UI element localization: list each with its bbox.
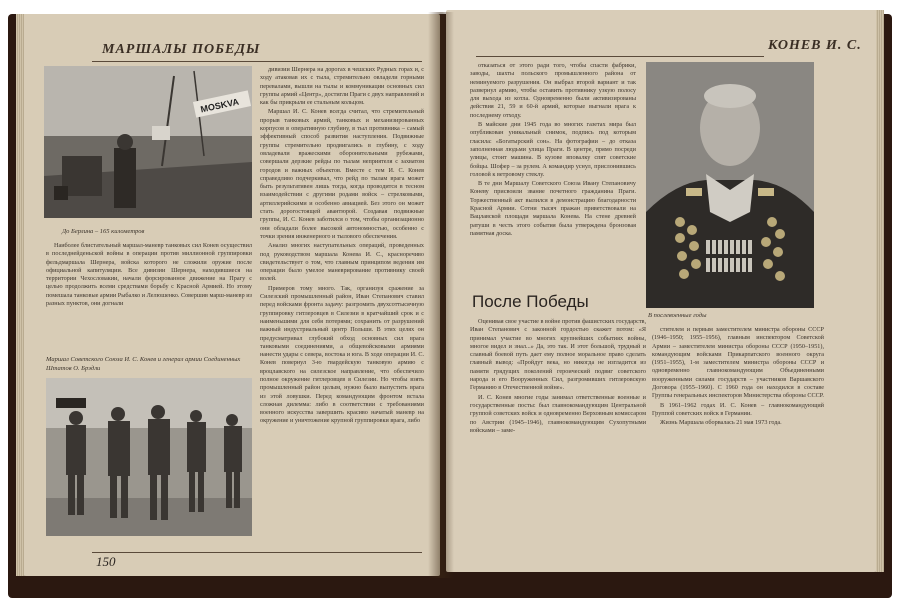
- road-sign-text: MOSKVA: [199, 96, 240, 115]
- photo-road-sign: [44, 66, 252, 218]
- right-page: [446, 10, 884, 572]
- left-page-edge: [16, 14, 24, 576]
- right-col2-para-1: стителем и первым заместителем министра обороны СССР (1946–1950; 1955–1956), главным инспектором Советской Армии – заместителем министра обороны СССР (1950–1951), командующим войсками Прикарпатского военного округа (1951–1955), 1-м заместителем министра обороны СССР и одновременно главнокомандующим Объединенными вооруженными силами государств – участников Варшавского Договора (1955–1960). С 1960 года он находился в составе Группы генеральных инспекторов Министерства обороны СССР.: [652, 326, 824, 400]
- left-col1: [46, 242, 252, 352]
- photo-generals-image: [46, 378, 252, 536]
- portrait-photo: [646, 62, 814, 308]
- left-col2-para-1: дивизии Шернера на дорогах в чешских Рудных горах и, с ходу атаковав их с тыла, стремительно овладели горными перевалами, вышли на тылы и коммуникации основных сил группы армий «Центр», достигли Праги с двух направлений и как бы прикрыли ее стальным кольцом.: [260, 66, 424, 107]
- right-col2-para-3: Жизнь Маршала оборвалась 21 мая 1973 года.: [660, 419, 782, 427]
- right-col2-bottom: [652, 326, 824, 496]
- right-col1-para-2: В майские дни 1945 года во многих газетах мира был опубликован уникальный снимок, подпись под которым гласила: «Богатырский сон». На фотографии – до отказа заполненная людьми улица Праги. В центре, прямо посреди улицы, стоит машина. В кузове вповалку спят советские бойцы. Шофер – за рулем. А командир уснул, прислонившись головой к ветровому стеклу.: [470, 121, 636, 178]
- right-col1-top: [470, 62, 636, 288]
- left-page: [16, 14, 440, 576]
- right-running-head: КОНЕВ И. С.: [768, 38, 862, 53]
- right-col1-bottom: [470, 318, 646, 494]
- photo-road-sign-caption: До Берлина – 165 километров: [62, 228, 145, 235]
- right-col1-para-3: В те дни Маршалу Советского Союза Ивану Степановичу Коневу присвоили звание почетного гражданина Праги. Торжественный акт вылился в демонстрацию благодарности Красной Армии. Сотни тысяч пражан приветствовали на Вацлавской площади маршала Конева. На стене древней ратуши в честь этого события была утверждена бронзовая памятная доска.: [470, 180, 636, 237]
- photo-generals: [46, 378, 252, 536]
- right-col1-bottom-para-1: Оценивая свое участие в войне против фашистских государств, Иван Степанович с законной гордостью скажет потом: «Я принимал участие во многих крупнейших событиях войны, многое видел и знал...» Да, это так. И этот большой, трудный и славный боевой путь дает ему полное моральное право сделать главный вывод: «Пройдут века, но никогда не изгладится из памяти грядущих поколений героический подвиг советского народа и его Вооруженных Сил, разгромивших гитлеровскую Германию в Отечественной войне».: [470, 318, 646, 392]
- right-col1-para-1: отказаться от этого ради того, чтобы спасти фабрики, заводы, шахты польского промышленного района от неминуемого разрушения. Он выбрал второй вариант и так развернул армию, чтобы оставить противнику узкую полосу для выхода из котла. Одновременно были активизированы действия 21, 59 и 60-й армий, которые выгнали врага к последнему отходу.: [470, 62, 636, 119]
- right-page-edge: [876, 10, 884, 572]
- left-col1-para: Наиболее блистательный маршал-маневр танковых сил Конев осуществил в последнейденьской войны в операции против миллионной группировки фельдмаршала Шернера, войска которого не сложили оружие после официальной капитуляции. Все дивизии Шернера, находившиеся на территории Чехословакии, начали форсированное движение на Прагу с целью продолжить всеми средствами борьбу с Красной Армией. Но этому помешала танковые армии Рыбалко и Лелюшенко. Совершив марш-маневр из разных пунктов, они догнали: [46, 242, 252, 308]
- left-col2-para-2: Маршал И. С. Конев всегда считал, что стремительный прорыв танковых армий, танковых и механизированных корпусов в оперативную глубину, в тыл противника – самый эффективный способ развития наступления. Подвижные группы стремительно продвигались в глубину, с ходу овладевали вражескими оборонительными рубежами, совершали дерзкие рейды по тылам неприятеля с захватом городов и важных объектов. Вместе с тем И. С. Конев справедливо подчеркивал, что рейд по тылам врага может быть результативен лишь тогда, когда проводится в тесном взаимодействии с другими родами войск – стрелковыми, артиллерийскими и особенно авиацией. Без этого он может стать дорогостоящей авантюрой. Создавая подвижные группы, И. С. Конев заботился о том, чтобы организационно они обладали более высокой автономностью, особенно с точки зрения инженерного и тылового обеспечения.: [260, 108, 424, 240]
- left-col2: [260, 66, 424, 550]
- left-col2-para-3: Анализ многих наступательных операций, проведенных под руководством маршала Конева И. С., красноречиво свидетельствует о том, что главным принципом ведения им операции было умелое маневрирование противнику своей волей.: [260, 242, 424, 283]
- right-col2-para-2: В 1961–1962 годах И. С. Конев – главнокомандующий Группой советских войск в Германии.: [652, 401, 824, 417]
- left-header-rule: [92, 61, 422, 62]
- book-gutter: [428, 12, 454, 578]
- right-col1-bottom-para-2: И. С. Конев многие годы занимал ответственные военные и государственные посты: был главнокомандующим Центральной группой советских войск и одновременно Верховным комиссаром по Австрии (1945–1946), главнокомандующим Сухопутными войсками – заме-: [470, 393, 646, 434]
- left-running-head: МАРШАЛЫ ПОБЕДЫ: [102, 42, 261, 57]
- section-heading: После Победы: [472, 292, 589, 311]
- left-page-number: 150: [96, 554, 116, 569]
- left-footer-rule: [92, 552, 422, 553]
- portrait-caption: В послевоенные годы: [648, 312, 707, 319]
- portrait-image: [646, 62, 814, 308]
- photo-road-sign-image: [44, 66, 252, 218]
- photo-generals-caption: Маршал Советского Союза И. С. Конев и генерал армии Соединенных Штатов О. Брэдли: [46, 356, 241, 372]
- right-header-rule: [476, 56, 764, 57]
- left-col2-para-4: Примеров тому много. Так, организуя сражение за Силезский промышленный район, Иван Степанович ставил перед войсками фронта задачу: разгромить двухсоттысячную группировку гитлеровцев в Силезии в кратчайший срок и с наименьшими для себя потерями; сохранить от разрушений важный индустриальный центр Польши. В этих целях он предусматривал глубокий обход основных сил врага танковыми соединениями, а общевойсковыми армиями нанести удары с севера, востока и юга. В ходе операции И. С. Конев повернул 3-ю гвардейскую танковую армию с вроцлавского на силезское направление, что обеспечило полное окружение гитлеровцев в Силезии. Но чтобы взять промышленный район целым, нужно было выпустить врага из этой ловушки. Перед командующим фронтом встала сложная дилемма: либо в соответствии с требованиями военного искусства завершить красиво начатый маневр на окружение и уничтожение крупной группировки врага, либо: [260, 284, 424, 425]
